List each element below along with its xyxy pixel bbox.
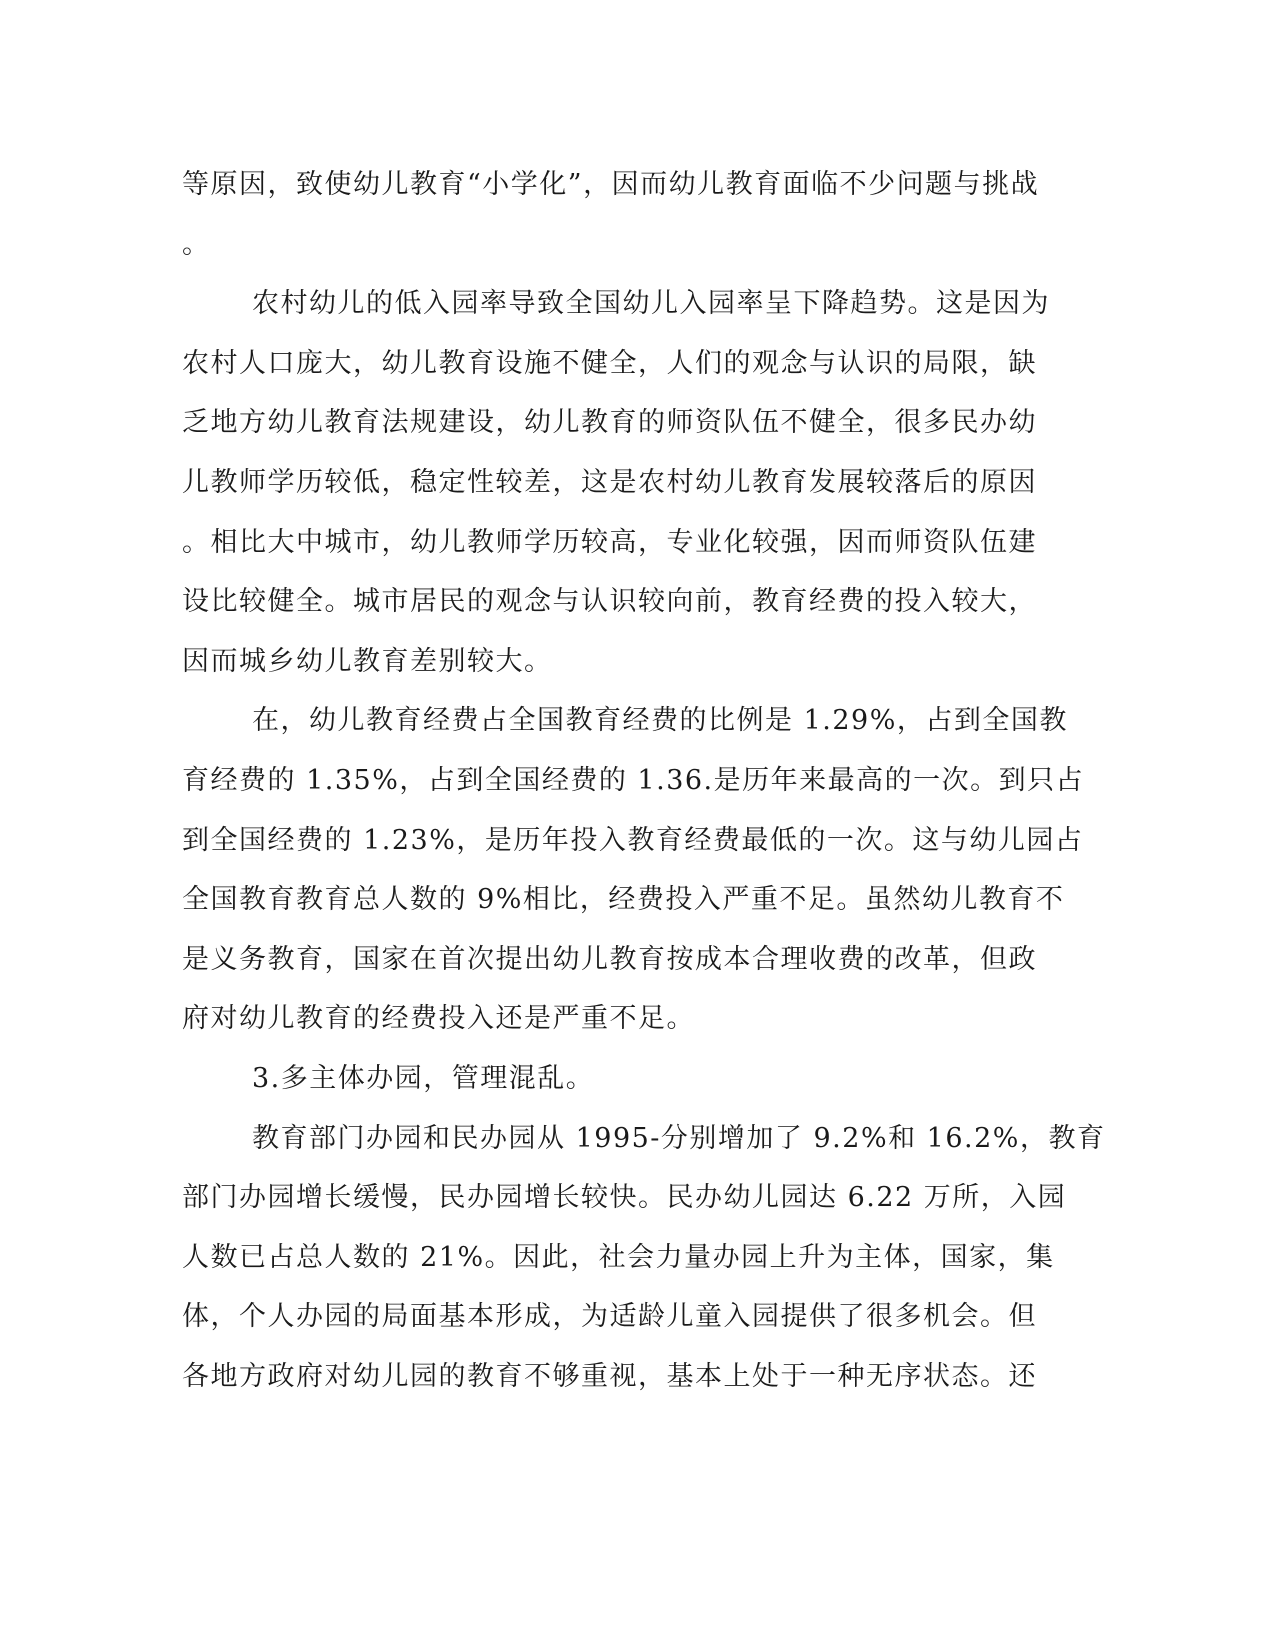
text-line: 全国教育教育总人数的 9%相比，经费投入严重不足。虽然幼儿教育不 [182,884,1065,916]
text-line: 等原因，致使幼儿教育“小学化”，因而幼儿教育面临不少问题与挑战 [182,169,1040,200]
text-line: 在，幼儿教育经费占全国教育经费的比例是 1.29%，占到全国教 [252,705,1068,737]
text-line: 到全国经费的 1.23%，是历年投入教育经费最低的一次。这与幼儿园占 [182,824,1084,856]
text-line: 。相比大中城市，幼儿教师学历较高，专业化较强，因而师资队伍建 [182,526,1037,558]
text-line: 设比较健全。城市居民的观念与认识较向前，教育经费的投入较大， [182,586,1037,618]
text-line: 各地方政府对幼儿园的教育不够重视，基本上处于一种无序状态。还 [182,1360,1037,1392]
text-line: 因而城乡幼儿教育差别较大。 [182,645,553,677]
text-line: 农村人口庞大，幼儿教育设施不健全，人们的观念与认识的局限，缺 [182,347,1037,379]
text-line: 乏地方幼儿教育法规建设，幼儿教育的师资队伍不健全，很多民办幼 [182,407,1037,439]
text-line: 。 [182,228,211,260]
text-line: 农村幼儿的低入园率导致全国幼儿入园率呈下降趋势。这是因为 [252,288,1050,320]
text-line: 人数已占总人数的 21%。因此，社会力量办园上升为主体，国家，集 [182,1241,1055,1273]
text-line: 部门办园增长缓慢，民办园增长较快。民办幼儿园达 6.22 万所，入园 [182,1182,1067,1214]
text-line: 儿教师学历较低，稳定性较差，这是农村幼儿教育发展较落后的原因 [182,466,1037,498]
body-text [182,155,1106,1406]
text-line: 育经费的 1.35%，占到全国经费的 1.36.是历年来最高的一次。到只占 [182,764,1085,796]
text-line: 体，个人办园的局面基本形成，为适龄儿童入园提供了很多机会。但 [182,1301,1037,1333]
text-line: 是义务教育，国家在首次提出幼儿教育按成本合理收费的改革，但政 [182,943,1037,975]
section-heading: 3.多主体办园，管理混乱。 [252,1062,595,1094]
text-line: 府对幼儿教育的经费投入还是严重不足。 [182,1003,695,1035]
text-line: 教育部门办园和民办园从 1995-分别增加了 9.2%和 16.2%，教育 [252,1122,1106,1154]
